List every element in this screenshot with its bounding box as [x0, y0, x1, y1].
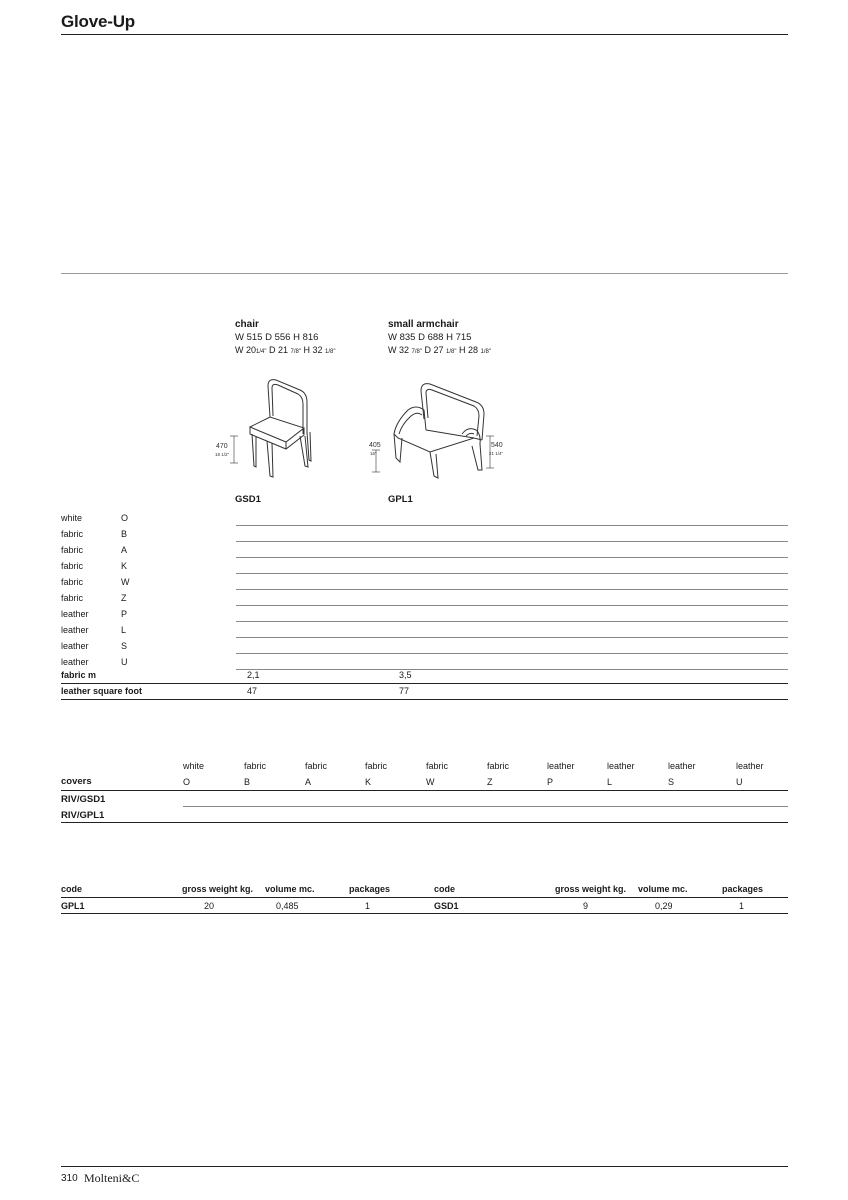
pack-code: GSD1	[434, 901, 459, 911]
cover-col-material: fabric	[244, 761, 267, 771]
seat-height-mm: 405	[369, 442, 381, 449]
cover-col-material: leather	[736, 761, 764, 771]
cover-col-material: leather	[607, 761, 635, 771]
seat-height-in: 16"	[370, 451, 377, 456]
summary-row-leather: leather square foot 47 77	[61, 684, 788, 700]
cover-col-material: fabric	[305, 761, 328, 771]
header-rule	[61, 34, 788, 35]
product-dims-metric: W 515 D 556 H 816	[235, 332, 319, 343]
arm-height-in: 21 1/4"	[489, 451, 504, 456]
cover-col-code: W	[426, 777, 435, 787]
cover-code-row: RIV/GSD1	[61, 794, 106, 805]
footer-rule	[61, 1166, 788, 1167]
cover-col-material: fabric	[426, 761, 449, 771]
cover-row: leather L	[61, 622, 788, 638]
cover-col-code: K	[365, 777, 372, 787]
cover-row: fabric W	[61, 574, 788, 590]
pack-packages: 1	[739, 901, 745, 911]
product-name: small armchair	[388, 319, 459, 330]
table-rule	[61, 913, 788, 914]
table-rule	[183, 806, 788, 807]
pack-weight: 9	[583, 901, 589, 911]
pack-header-packages: packages	[722, 884, 764, 894]
seat-height-mm: 470	[216, 443, 228, 450]
pack-volume: 0,485	[276, 901, 299, 911]
cover-code-row: RIV/GPL1	[61, 810, 105, 821]
covers-label: covers	[61, 776, 92, 787]
table-rule	[61, 822, 788, 823]
table-rule	[61, 897, 788, 898]
chair-drawing	[212, 372, 322, 484]
brand-logo: Molteni&C	[84, 1171, 140, 1185]
cover-col-code: P	[547, 777, 554, 787]
pack-header-weight: gross weight kg.	[555, 884, 627, 894]
cover-row: fabric K	[61, 558, 788, 574]
armchair-drawing	[364, 374, 514, 486]
cover-row: fabric A	[61, 542, 788, 558]
product-dims-metric: W 835 D 688 H 715	[388, 332, 472, 343]
pack-header-packages: packages	[349, 884, 391, 894]
cover-col-material: fabric	[487, 761, 510, 771]
cover-row: leather P	[61, 606, 788, 622]
summary-row-fabric: fabric m 2,1 3,5	[61, 668, 788, 684]
cover-col-code: S	[668, 777, 675, 787]
cover-col-material: white	[183, 761, 205, 771]
pack-header-volume: volume mc.	[638, 884, 688, 894]
cover-col-material: leather	[547, 761, 575, 771]
cover-row: leather U	[61, 654, 788, 670]
product-code: GSD1	[235, 494, 261, 505]
pack-header-code: code	[434, 884, 456, 894]
pack-header-weight: gross weight kg.	[182, 884, 254, 894]
pack-header-volume: volume mc.	[265, 884, 315, 894]
cover-row: fabric Z	[61, 590, 788, 606]
cover-col-code: O	[183, 777, 191, 787]
pack-volume: 0,29	[655, 901, 673, 911]
pack-header-code: code	[61, 884, 83, 894]
section-divider	[61, 273, 788, 274]
pack-code: GPL1	[61, 901, 85, 911]
cover-row: fabric B	[61, 526, 788, 542]
cover-col-code: L	[607, 777, 613, 787]
cover-col-material: fabric	[365, 761, 388, 771]
product-dims-imperial: W 201/4" D 21 7/8" H 32 1/8"	[235, 345, 336, 355]
cover-col-code: A	[305, 777, 312, 787]
product-armchair-info	[388, 318, 491, 359]
product-name: chair	[235, 319, 259, 330]
pack-weight: 20	[204, 901, 215, 911]
pack-packages: 1	[365, 901, 371, 911]
cover-col-code: B	[244, 777, 251, 787]
arm-height-mm: 540	[491, 442, 503, 449]
product-chair-info	[235, 318, 336, 359]
product-dims-imperial: W 32 7/8" D 27 1/8" H 28 1/8"	[388, 345, 491, 355]
page-number: 310	[61, 1173, 78, 1184]
table-rule	[61, 790, 788, 791]
cover-row: white O	[61, 510, 788, 526]
product-code: GPL1	[388, 494, 413, 505]
cover-col-code: U	[736, 777, 743, 787]
cover-col-code: Z	[487, 777, 493, 787]
cover-row: leather S	[61, 638, 788, 654]
seat-height-in: 18 1/2"	[215, 452, 230, 457]
cover-col-material: leather	[668, 761, 696, 771]
page-title: Glove-Up	[61, 12, 135, 31]
